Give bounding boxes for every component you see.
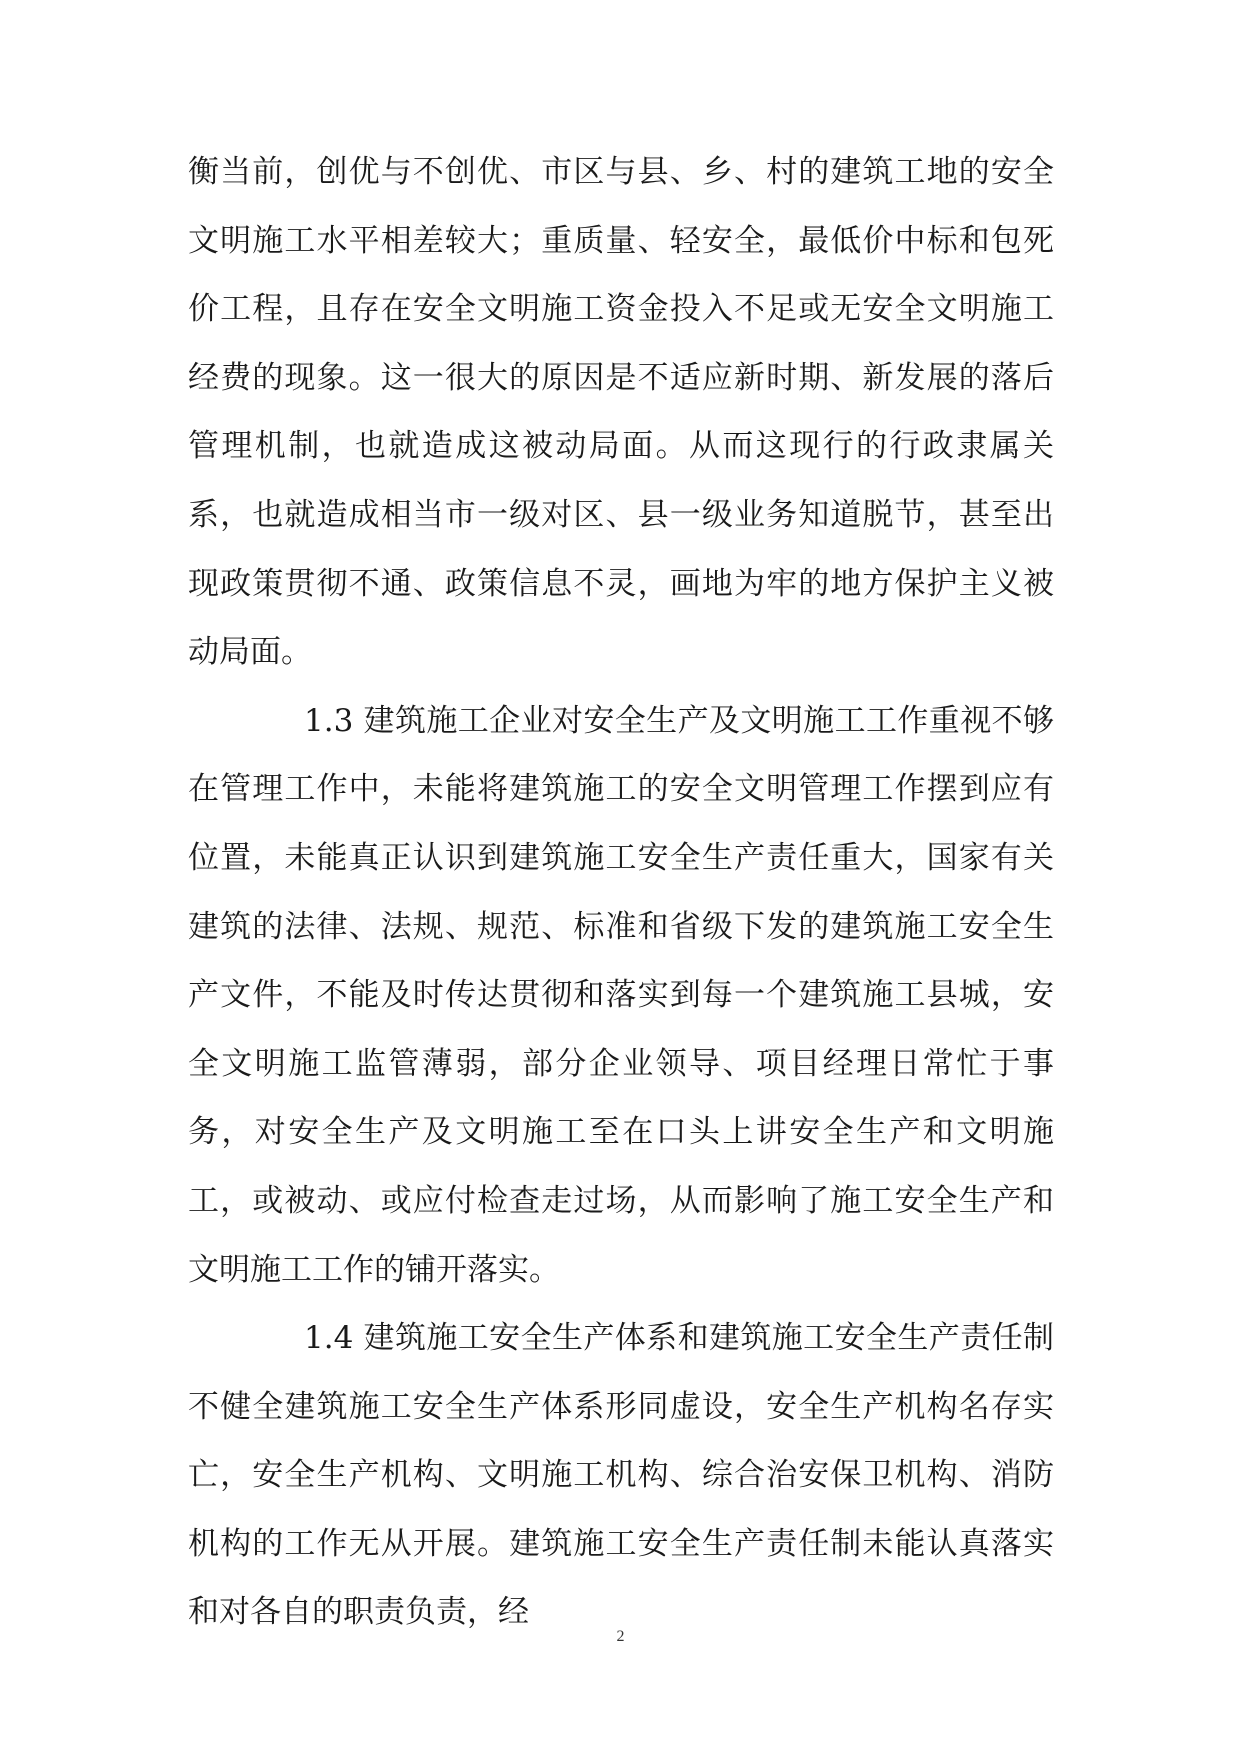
body-text xyxy=(188,138,1054,1647)
paragraph-section-1-4: 1.4 建筑施工安全生产体系和建筑施工安全生产责任制不健全建筑施工安全生产体系形同虚设，安全生产机构名存实亡，安全生产机构、文明施工机构、综合治安保卫机构、消防机构的工作无从开展。建筑施工安全生产责任制未能认真落实和对各自的职责负责，经 xyxy=(188,1320,1054,1631)
paragraph-continuation: 衡当前，创优与不创优、市区与县、乡、村的建筑工地的安全文明施工水平相差较大；重质量、轻安全，最低价中标和包死价工程，且存在安全文明施工资金投入不足或无安全文明施工经费的现象。这一很大的原因是不适应新时期、新发展的落后管理机制，也就造成这被动局面。从而这现行的行政隶属关系，也就造成相当市一级对区、县一级业务知道脱节，甚至出现政策贯彻不通、政策信息不灵，画地为牢的地方保护主义被动局面。 xyxy=(188,154,1054,671)
page-number: 2 xyxy=(616,1628,625,1645)
paragraph-section-1-3: 1.3 建筑施工企业对安全生产及文明施工工作重视不够在管理工作中，未能将建筑施工的安全文明管理工作摆到应有位置，未能真正认识到建筑施工安全生产责任重大，国家有关建筑的法律、法规、规范、标准和省级下发的建筑施工安全生产文件，不能及时传达贯彻和落实到每一个建筑施工县城，安全文明施工监管薄弱，部分企业领导、项目经理日常忙于事务，对安全生产及文明施工至在口头上讲安全生产和文明施工，或被动、或应付检查走过场，从而影响了施工安全生产和文明施工工作的铺开落实。 xyxy=(188,702,1054,1288)
